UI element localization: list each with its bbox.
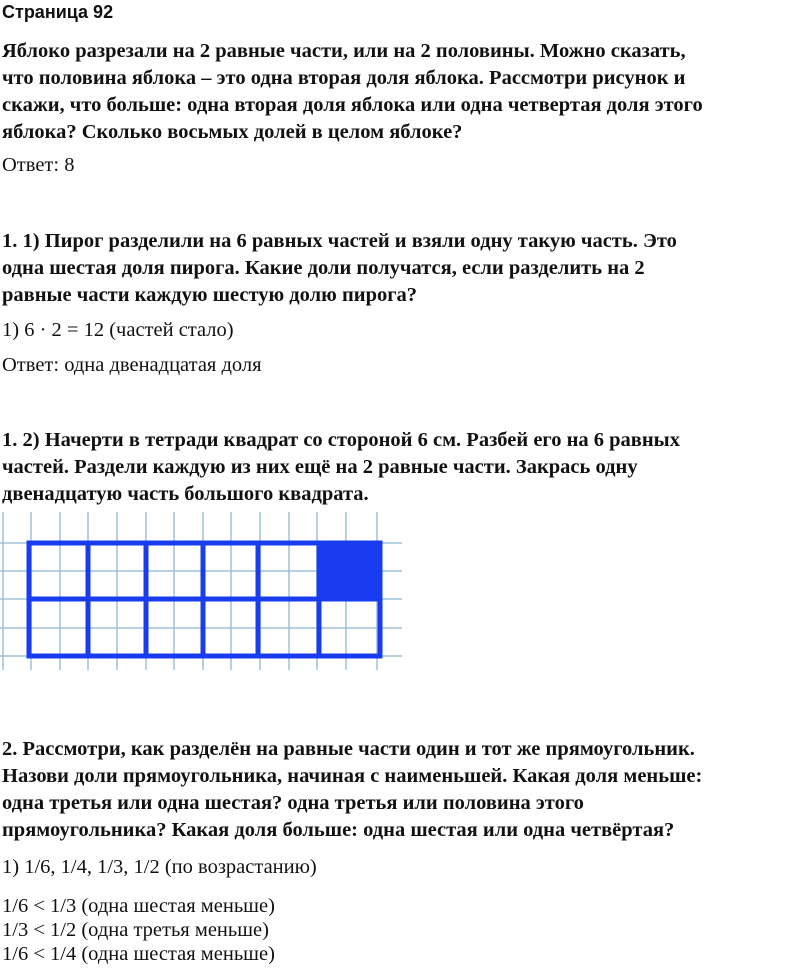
task1-1-answer: Ответ: одна двенадцатая доля: [2, 354, 262, 376]
task1-2-question: [2, 427, 800, 508]
question-line: частей. Раздели каждую из них ещё на 2 равные части. Закрась одну: [2, 456, 638, 478]
question-line: двенадцатую часть большого квадрата.: [2, 483, 369, 505]
task1-1-solution: 1) 6 · 2 = 12 (частей стало): [2, 319, 234, 341]
task2-comparisons: [2, 894, 275, 966]
question-line: прямоугольника? Какая доля больше: одна шестая или одна четвёртая?: [2, 819, 675, 841]
question-line: скажи, что больше: одна вторая доля яблока или одна четвертая доля этого: [2, 94, 703, 116]
question-line: 1. 1) Пирог разделили на 6 равных частей и взяли одну такую часть. Это: [2, 230, 677, 252]
task1-1-question: [2, 228, 800, 309]
question-line: 2. Рассмотри, как разделён на равные части один и тот же прямоугольник.: [2, 738, 695, 760]
question-line: Назови доли прямоугольника, начиная с наименьшей. Какая доля меньше:: [2, 765, 703, 787]
question-line: 1. 2) Начерти в тетради квадрат со стороной 6 см. Разбей его на 6 равных: [2, 429, 680, 451]
question-line: равные части каждую шестую долю пирога?: [2, 284, 418, 306]
question-line: одна шестая доля пирога. Какие доли получатся, если разделить на 2: [2, 257, 645, 279]
page-title: Страница 92: [2, 2, 114, 22]
task2-solution: 1) 1/6, 1/4, 1/3, 1/2 (по возрастанию): [2, 856, 317, 878]
question-line: одна третья или одна шестая? одна третья или половина этого: [2, 792, 584, 814]
question-line: Яблоко разрезали на 2 равные части, или на 2 половины. Можно сказать,: [2, 40, 686, 62]
task2-question: [2, 736, 800, 844]
intro-answer: Ответ: 8: [2, 154, 75, 176]
squared-grid-figure: [0, 512, 410, 670]
comparison-line: 1/6 < 1/4 (одна шестая меньше): [2, 943, 275, 965]
question-line: яблока? Сколько восьмых долей в целом яблоке?: [2, 121, 463, 143]
question-line: что половина яблока – это одна вторая доля яблока. Рассмотри рисунок и: [2, 67, 686, 89]
comparison-line: 1/6 < 1/3 (одна шестая меньше): [2, 895, 275, 917]
intro-question: [2, 38, 800, 146]
shaded-twelfth: [317, 543, 380, 600]
comparison-line: 1/3 < 1/2 (одна третья меньше): [2, 919, 269, 941]
